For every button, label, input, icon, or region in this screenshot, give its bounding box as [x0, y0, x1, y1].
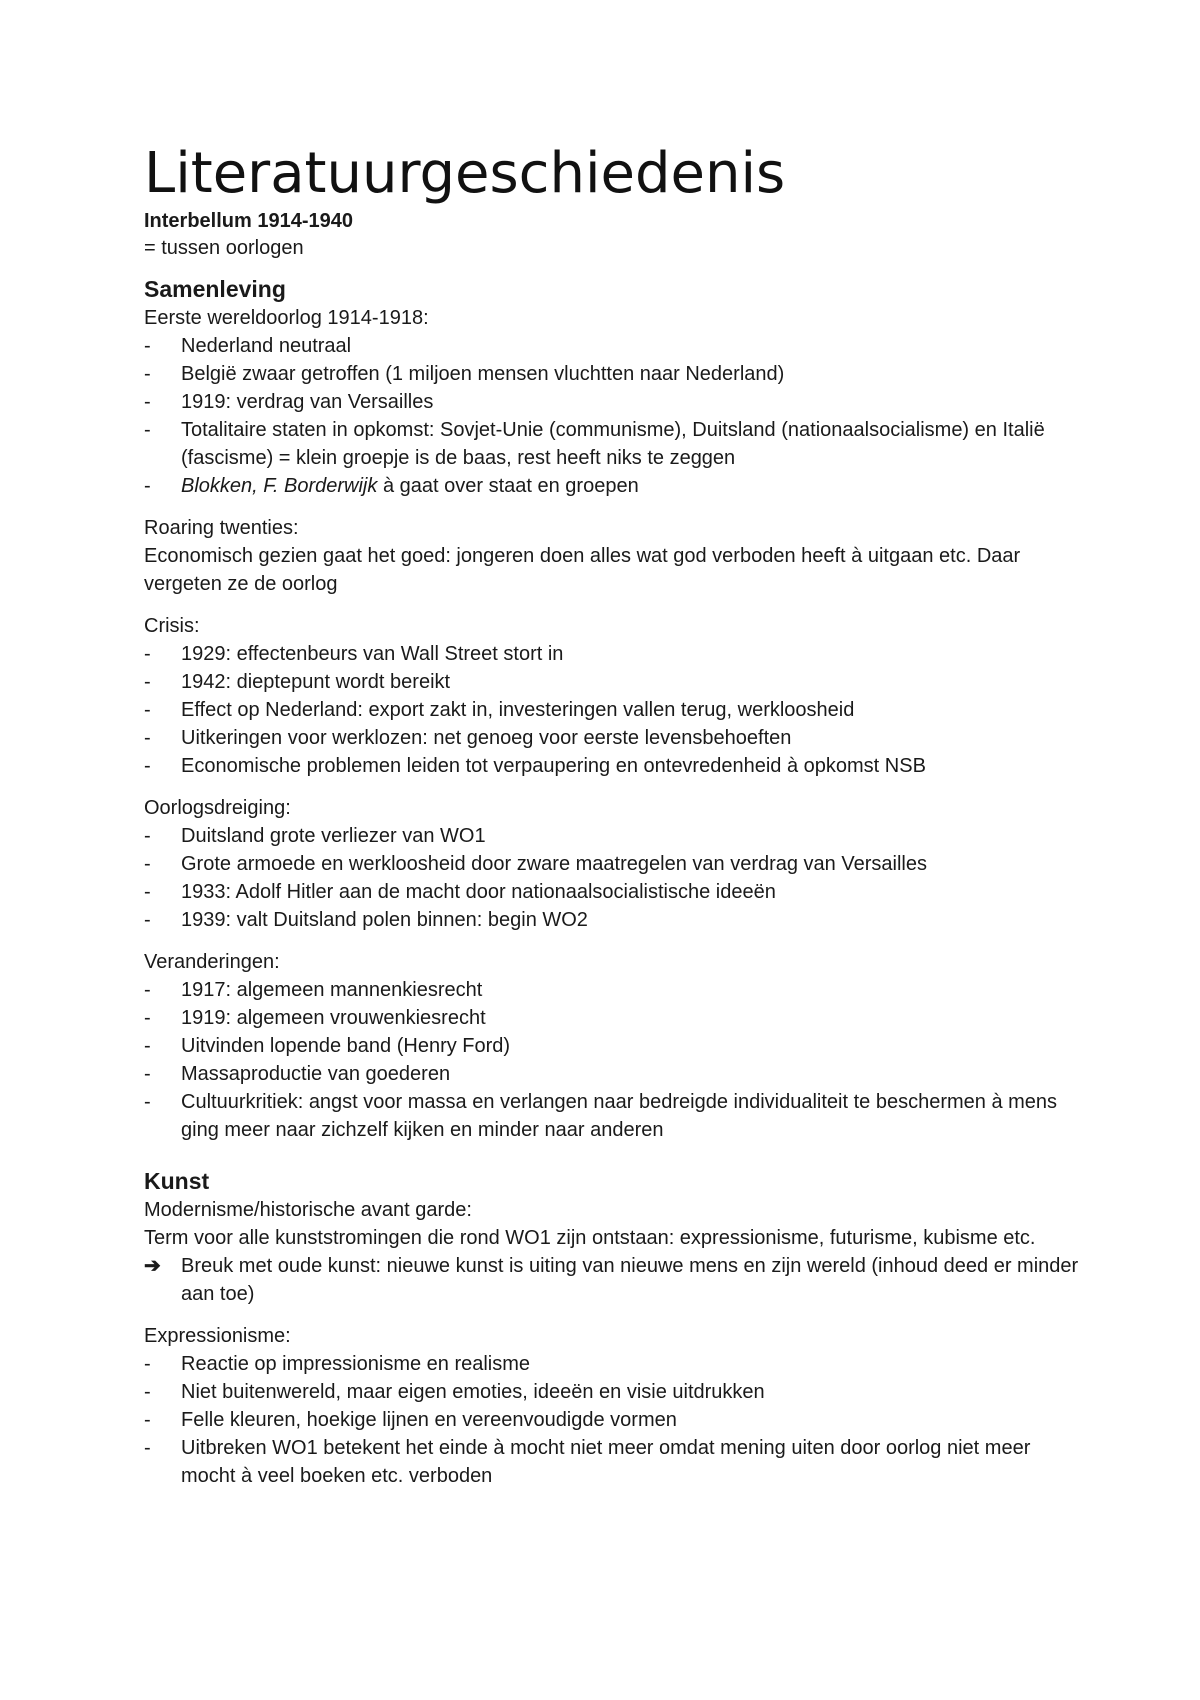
list-item: - Grote armoede en werkloosheid door zware maatregelen van verdrag van Versailles	[144, 853, 927, 875]
document-page	[144, 140, 1084, 1490]
block-modernisme	[144, 1196, 1084, 1308]
list-item: - Massaproductie van goederen	[144, 1063, 451, 1085]
list-item: - Totalitaire staten in opkomst: Sovjet-Unie (communisme), Duitsland (nationaalsocialisme) en Italië (fascisme) = klein groepje is de baas, rest heeft niks te zeggen	[144, 419, 1045, 469]
list-item: - Uitvinden lopende band (Henry Ford)	[144, 1035, 511, 1057]
block-label: Expressionisme:	[144, 1325, 291, 1347]
list-item: - Felle kleuren, hoekige lijnen en vereenvoudigde vormen	[144, 1409, 677, 1431]
section-heading-kunst: Kunst	[144, 1168, 210, 1194]
block-label: Modernisme/historische avant garde:	[144, 1199, 472, 1221]
crisis-list	[144, 640, 1084, 780]
oorlogsdreiging-list	[144, 822, 1084, 934]
section-heading-samenleving: Samenleving	[144, 276, 286, 302]
list-item: - Uitbreken WO1 betekent het einde à mocht niet meer omdat mening uiten door oorlog niet meer mocht à veel boeken etc. verboden	[144, 1437, 1031, 1487]
block-wo1	[144, 304, 1084, 500]
block-label: Oorlogsdreiging:	[144, 797, 291, 819]
list-item: - 1942: dieptepunt wordt bereikt	[144, 671, 451, 693]
block-oorlogsdreiging	[144, 794, 1084, 934]
block-veranderingen	[144, 948, 1084, 1144]
list-item: - Cultuurkritiek: angst voor massa en verlangen naar bedreigde individualiteit te beschermen à mens ging meer naar zichzelf kijken en minder naar anderen	[144, 1091, 1058, 1141]
list-item: - België zwaar getroffen (1 miljoen mensen vluchtten naar Nederland)	[144, 363, 785, 385]
list-item: - 1919: algemeen vrouwenkiesrecht	[144, 1007, 486, 1029]
list-item: - Blokken, F. Borderwijk à gaat over staat en groepen	[144, 475, 639, 497]
block-label: Veranderingen:	[144, 951, 280, 973]
block-text: Term voor alle kunststromingen die rond WO1 zijn ontstaan: expressionisme, futurisme, kubisme etc.	[144, 1227, 1036, 1249]
list-item: - 1933: Adolf Hitler aan de macht door nationaalsocialistische ideeën	[144, 881, 776, 903]
block-roaring-twenties	[144, 514, 1084, 598]
subtitle-note: = tussen oorlogen	[144, 237, 304, 259]
list-item: - 1919: verdrag van Versailles	[144, 391, 434, 413]
arrow-list-item: ➔ Breuk met oude kunst: nieuwe kunst is uiting van nieuwe mens en zijn wereld (inhoud deed er minder aan toe)	[144, 1252, 1084, 1308]
book-title: Blokken, F. Borderwijk	[181, 475, 378, 497]
block-label: Crisis:	[144, 615, 200, 637]
page-title: Literatuurgeschiedenis	[144, 141, 786, 206]
list-item: - Effect op Nederland: export zakt in, investeringen vallen terug, werkloosheid	[144, 699, 855, 721]
veranderingen-list	[144, 976, 1084, 1144]
block-expressionisme	[144, 1322, 1084, 1490]
block-text: Economisch gezien gaat het goed: jongeren doen alles wat god verboden heeft à uitgaan etc. Daar vergeten ze de oorlog	[144, 545, 1021, 595]
wo1-list	[144, 332, 1084, 500]
expressionisme-list	[144, 1350, 1084, 1490]
list-item: - 1929: effectenbeurs van Wall Street stort in	[144, 643, 564, 665]
list-item: - Economische problemen leiden tot verpaupering en ontevredenheid à opkomst NSB	[144, 755, 926, 777]
block-label: Eerste wereldoorlog 1914-1918:	[144, 307, 429, 329]
list-item: - Niet buitenwereld, maar eigen emoties, ideeën en visie uitdrukken	[144, 1381, 765, 1403]
list-item: - 1939: valt Duitsland polen binnen: begin WO2	[144, 909, 588, 931]
list-item: - Reactie op impressionisme en realisme	[144, 1353, 531, 1375]
list-item: - Uitkeringen voor werklozen: net genoeg voor eerste levensbehoeften	[144, 727, 792, 749]
page-subtitle: Interbellum 1914-1940	[144, 210, 353, 232]
block-crisis	[144, 612, 1084, 780]
block-label: Roaring twenties:	[144, 517, 299, 539]
arrow-right-icon: ➔	[144, 1255, 161, 1277]
list-item: - 1917: algemeen mannenkiesrecht	[144, 979, 483, 1001]
list-item: - Nederland neutraal	[144, 335, 352, 357]
list-item: - Duitsland grote verliezer van WO1	[144, 825, 486, 847]
